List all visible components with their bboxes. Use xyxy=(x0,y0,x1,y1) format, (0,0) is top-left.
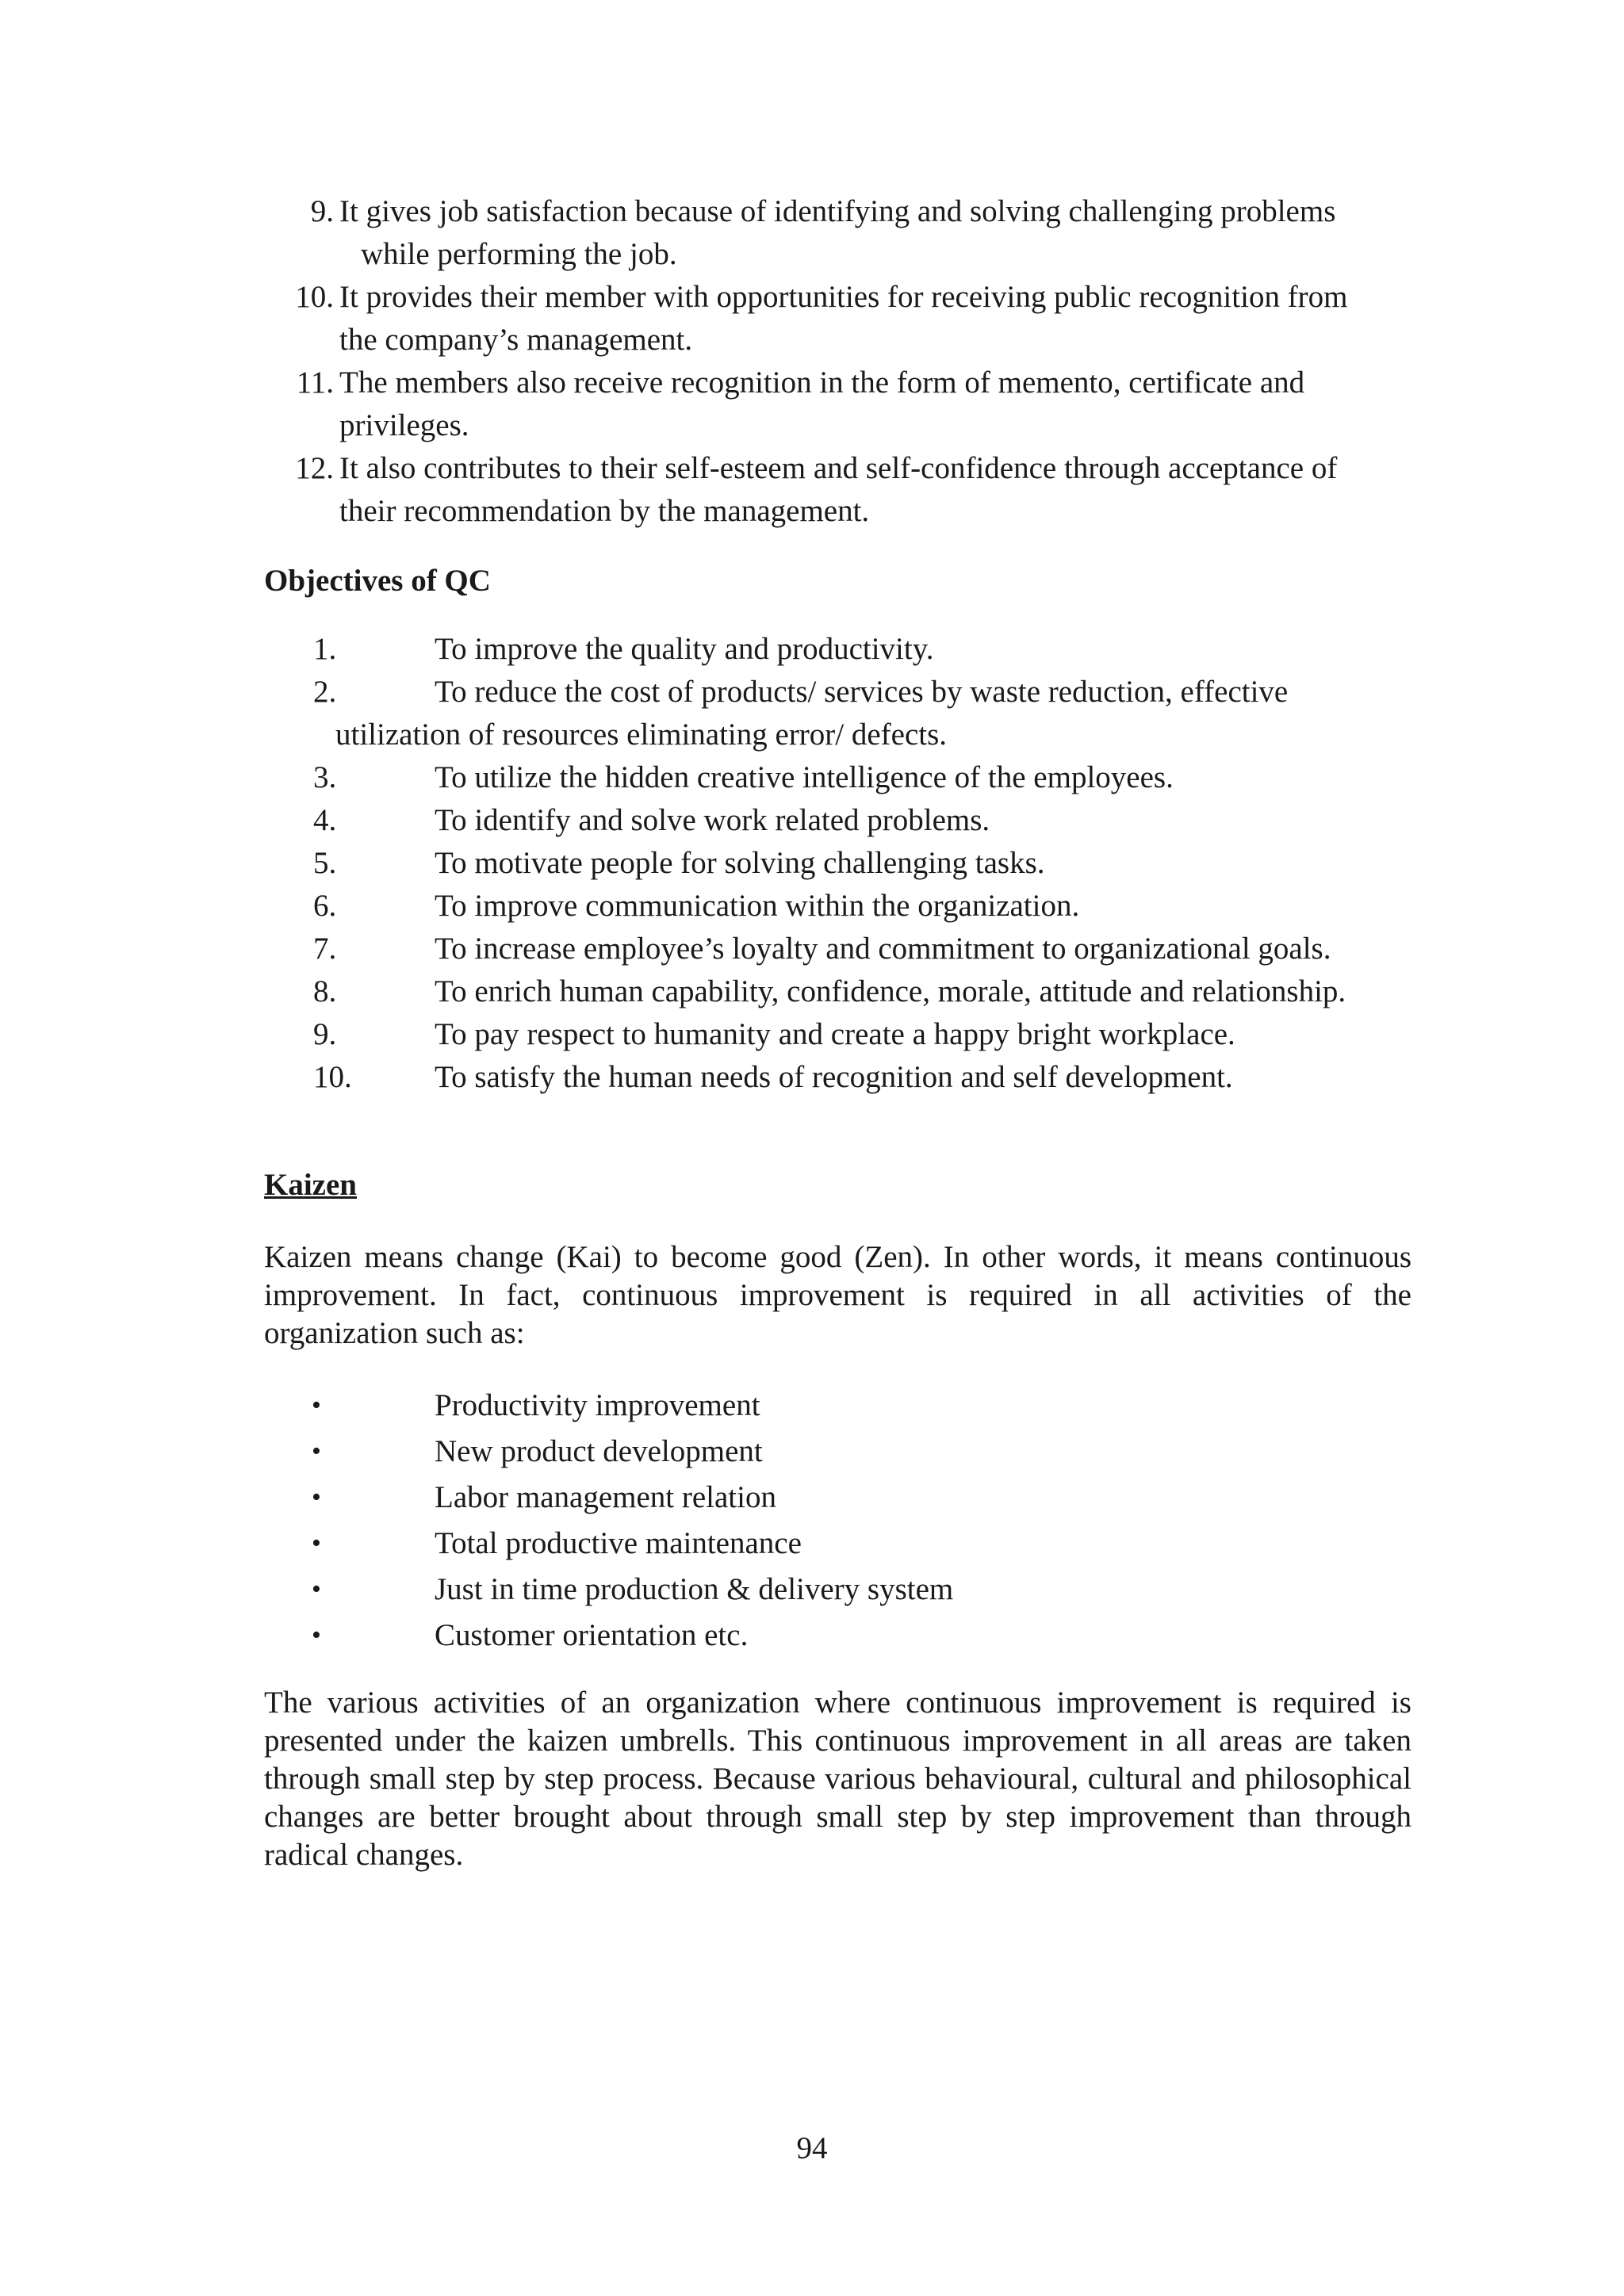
list-item xyxy=(264,447,1411,533)
list-item xyxy=(264,842,1411,885)
list-item-text: Customer orientation etc. xyxy=(435,1618,749,1652)
list-item-text: New product development xyxy=(435,1434,763,1468)
list-item-number: 6. xyxy=(313,889,337,923)
list-item xyxy=(264,1521,1411,1567)
list-item-number: 5. xyxy=(313,846,337,880)
list-item xyxy=(264,885,1411,928)
list-item xyxy=(264,756,1411,799)
objectives-list xyxy=(264,628,1411,1099)
list-item xyxy=(264,628,1411,671)
list-item-text: The members also receive recognition in the form of memento, certificate and xyxy=(339,365,1305,400)
list-item-number: 7. xyxy=(313,932,337,966)
list-item xyxy=(264,799,1411,842)
list-item-number: 10. xyxy=(295,280,334,314)
list-item xyxy=(264,1475,1411,1521)
list-item-number: 12. xyxy=(295,451,334,485)
list-item xyxy=(264,190,1411,276)
list-item-text: To improve the quality and productivity. xyxy=(435,632,934,666)
section-heading-kaizen: Kaizen xyxy=(264,1168,357,1202)
list-item-number: 11. xyxy=(296,365,334,400)
list-item-text: To identify and solve work related problems. xyxy=(435,803,990,837)
list-item xyxy=(264,1429,1411,1475)
bullet-icon: • xyxy=(312,1437,321,1466)
list-item-text: It gives job satisfaction because of identifying and solving challenging problems xyxy=(339,194,1336,228)
kaizen-intro-paragraph: Kaizen means change (Kai) to become good (Zen). In other words, it means continuous improvement. In fact, continuous improvement is required in all activities of the organization such as: xyxy=(264,1240,1411,1350)
list-item-text: To reduce the cost of products/ services by waste reduction, effective xyxy=(435,675,1289,709)
list-item xyxy=(264,362,1411,447)
list-item-text: To satisfy the human needs of recognition and self development. xyxy=(435,1060,1233,1094)
list-item-text: Just in time production & delivery system xyxy=(435,1572,954,1606)
list-item-text: To increase employee’s loyalty and commitment to organizational goals. xyxy=(435,932,1331,966)
list-item-text: To motivate people for solving challenging tasks. xyxy=(435,846,1045,880)
list-item-number: 9. xyxy=(310,194,334,228)
list-item-number: 9. xyxy=(313,1017,337,1051)
list-item xyxy=(264,276,1411,362)
list-item-text: Productivity improvement xyxy=(435,1388,760,1422)
list-item-number: 8. xyxy=(313,974,337,1008)
bullet-icon: • xyxy=(312,1621,321,1650)
list-item-continuation: privileges. xyxy=(339,408,469,442)
list-item xyxy=(264,1013,1411,1056)
kaizen-closing-paragraph: The various activities of an organization where continuous improvement is required is presented under the kaizen umbrells. This continuous improvement in all areas are taken through small step by step process. Because various behavioural, cultural and philosophical changes are better brought about through small step by step improvement than through radical changes. xyxy=(264,1686,1411,1872)
section-heading-objectives: Objectives of QC xyxy=(264,564,491,598)
list-item-text: To utilize the hidden creative intelligence of the employees. xyxy=(435,760,1174,794)
list-item xyxy=(264,970,1411,1013)
page-content xyxy=(264,190,1411,1874)
list-item xyxy=(264,1056,1411,1099)
list-item-continuation: the company’s management. xyxy=(339,323,693,357)
bullet-icon: • xyxy=(312,1575,321,1604)
list-item-number: 2. xyxy=(313,675,337,709)
list-item-continuation: their recommendation by the management. xyxy=(339,494,870,528)
list-item-number: 10. xyxy=(313,1060,352,1094)
list-item-text: To improve communication within the organization. xyxy=(435,889,1080,923)
list-item-number: 3. xyxy=(313,760,337,794)
list-item xyxy=(264,1613,1411,1659)
list-item-number: 4. xyxy=(313,803,337,837)
list-item-text: To enrich human capability, confidence, morale, attitude and relationship. xyxy=(435,974,1346,1008)
list-item xyxy=(264,671,1411,756)
list-item-text: It also contributes to their self-esteem and self-confidence through acceptance of xyxy=(339,451,1338,485)
list-item-continuation: utilization of resources eliminating error/ defects. xyxy=(335,718,948,752)
list-item-number: 1. xyxy=(313,632,337,666)
list-item xyxy=(264,1383,1411,1429)
page-number: 94 xyxy=(796,2131,828,2165)
list-item xyxy=(264,1567,1411,1613)
qc-benefits-list xyxy=(264,190,1411,533)
list-item-text: Total productive maintenance xyxy=(435,1526,802,1560)
list-item-text: Labor management relation xyxy=(435,1480,776,1514)
list-item-text: To pay respect to humanity and create a happy bright workplace. xyxy=(435,1017,1235,1051)
list-item-text: It provides their member with opportunities for receiving public recognition from xyxy=(339,280,1348,314)
kaizen-bullet-list xyxy=(264,1383,1411,1659)
bullet-icon: • xyxy=(312,1529,321,1558)
list-item xyxy=(264,928,1411,970)
bullet-icon: • xyxy=(312,1483,321,1512)
list-item-continuation: while performing the job. xyxy=(361,237,677,271)
bullet-icon: • xyxy=(312,1391,321,1420)
